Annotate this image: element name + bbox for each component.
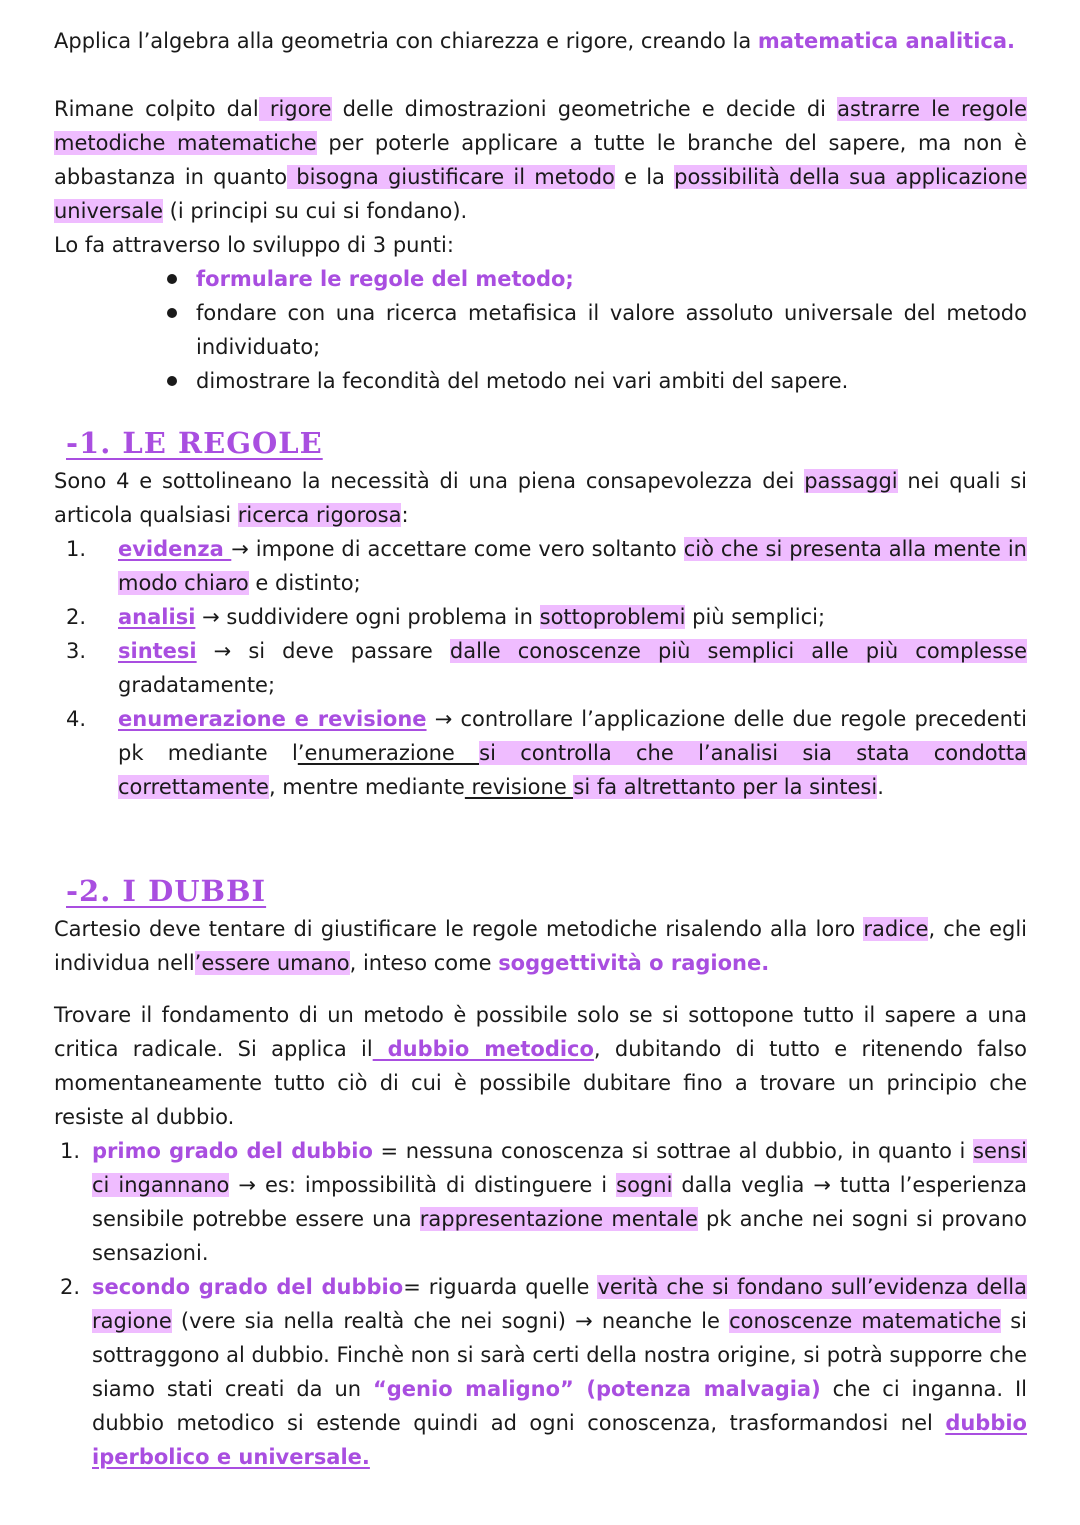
list-item: dimostrare la fecondità del metodo nei vari ambiti del sapere. xyxy=(160,364,1027,398)
list-item: 2. analisi → suddividere ogni problema in sottoproblemi più semplici; xyxy=(118,600,1027,634)
highlight: ricerca rigorosa xyxy=(237,503,402,527)
points-list xyxy=(160,262,1027,398)
term-dubbio-metodico: dubbio metodico xyxy=(372,1037,594,1061)
list-number: 2. xyxy=(60,1275,81,1299)
list-item: 4. enumerazione e revisione → controllare l’applicazione delle due regole precedenti pk mediante l’enumerazione si controlla che l’analisi sia stata condotta correttamente, mentre mediante revisione si fa altrettanto per la sintesi. xyxy=(118,702,1027,804)
list-item: 3. sintesi → si deve passare dalle conoscenze più semplici alle più complesse gradatamente; xyxy=(118,634,1027,702)
highlight: radice xyxy=(863,917,929,941)
highlight: passaggi xyxy=(804,469,898,493)
highlight: dalle conoscenze più semplici alle più complesse xyxy=(449,639,1028,663)
list-number: 3. xyxy=(66,639,87,663)
rule-term: analisi xyxy=(118,605,196,629)
highlight: sogni xyxy=(616,1173,673,1197)
regole-intro: Sono 4 e sottolineano la necessità di una piena consapevolezza dei passaggi nei quali si articola qualsiasi ricerca rigorosa: xyxy=(54,469,1028,527)
rule-term: evidenza xyxy=(118,537,232,561)
intro-paragraph-2: Rimane colpito dal rigore delle dimostrazioni geometriche e decide di astrarre le regole metodiche matematiche per poterle applicare a tutte le branche del sapere, ma non è abbastanza in quanto bisogna giustificare il metodo e la possibilità della sua applicazione universale (i principi su cui si fondano). xyxy=(54,97,1028,223)
list-item: 1. primo grado del dubbio = nessuna conoscenza si sottrae al dubbio, in quanto i sensi ci ingannano → es: impossibilità di distinguere i sogni dalla veglia → tutta l’esperienza sensibile potrebbe essere una rappresentazione mentale pk anche nei sogni si provano sensazioni. xyxy=(92,1134,1027,1270)
highlight: si controlla che l’analisi sia stata condotta correttamente xyxy=(118,741,1027,799)
list-number: 1. xyxy=(66,537,87,561)
list-item: 2. secondo grado del dubbio= riguarda quelle verità che si fondano sull’evidenza della ragione (vere sia nella realtà che nei sogni) → neanche le conoscenze matematiche si sottraggono al dubbio. Finchè non si sarà certi della nostra origine, si potrà supporre che siamo stati creati da un “genio maligno” (potenza malvagia) che ci inganna. Il dubbio metodico si estende quindi ad ogni conoscenza, trasformandosi nel dubbio iperbolico e universale. xyxy=(92,1270,1027,1474)
highlight: verità che si fondano sull’evidenza della ragione xyxy=(92,1275,1027,1333)
highlight: si fa altrettanto per la sintesi xyxy=(573,775,878,799)
intro-paragraph-1: Applica l’algebra alla geometria con chiarezza e rigore, creando la matematica analitica. xyxy=(54,29,1015,53)
section-heading-regole: -1. LE REGOLE xyxy=(66,426,323,460)
list-number: 4. xyxy=(66,707,87,731)
highlight: bisogna giustificare il metodo xyxy=(287,165,615,189)
rules-list xyxy=(66,532,1028,804)
highlight: sensi ci ingannano xyxy=(92,1139,1027,1197)
rule-term: sintesi xyxy=(118,639,197,663)
list-number: 1. xyxy=(60,1139,81,1163)
highlight: astrarre le regole metodiche matematiche xyxy=(54,97,1027,155)
list-item: fondare con una ricerca metafisica il valore assoluto universale del metodo individuato; xyxy=(160,296,1027,364)
rule-term: enumerazione e revisione xyxy=(118,707,427,731)
dubbi-paragraph-1: Cartesio deve tentare di giustificare le regole metodiche risalendo alla loro radice, che egli individua nell’essere umano, inteso come soggettività o ragione. xyxy=(54,917,1027,975)
doubt-term: primo grado del dubbio xyxy=(92,1139,373,1163)
list-number: 2. xyxy=(66,605,87,629)
highlight: rappresentazione mentale xyxy=(419,1207,698,1231)
term-matematica-analitica: matematica analitica. xyxy=(757,29,1015,53)
highlight: ciò che si presenta alla mente in modo chiaro xyxy=(118,537,1027,595)
term-dubbio-iperbolico: dubbio iperbolico e universale. xyxy=(92,1411,1027,1469)
highlight: conoscenze matematiche xyxy=(729,1309,1002,1333)
term-soggettivita: soggettività o ragione. xyxy=(498,951,770,975)
term-genio-maligno: “genio maligno” (potenza malvagia) xyxy=(372,1377,821,1401)
section-heading-dubbi: -2. I DUBBI xyxy=(66,874,267,908)
highlight: sottoproblemi xyxy=(539,605,686,629)
highlight: possibilità della sua applicazione universale xyxy=(54,165,1028,223)
highlight: rigore xyxy=(258,97,332,121)
intro-paragraph-3: Lo fa attraverso lo sviluppo di 3 punti: xyxy=(54,233,454,257)
highlight: ’essere umano xyxy=(194,951,350,975)
doubts-list xyxy=(60,1134,1028,1474)
list-item: formulare le regole del metodo; xyxy=(160,262,1027,296)
dubbi-paragraph-2: Trovare il fondamento di un metodo è possibile solo se si sottopone tutto il sapere a una critica radicale. Si applica il dubbio metodico, dubitando di tutto e ritenendo falso momentaneamente tutto ciò di cui è possibile dubitare fino a trovare un principio che resiste al dubbio. xyxy=(54,1003,1027,1129)
list-item: 1. evidenza → impone di accettare come vero soltanto ciò che si presenta alla mente in modo chiaro e distinto; xyxy=(118,532,1027,600)
doubt-term: secondo grado del dubbio xyxy=(92,1275,404,1299)
